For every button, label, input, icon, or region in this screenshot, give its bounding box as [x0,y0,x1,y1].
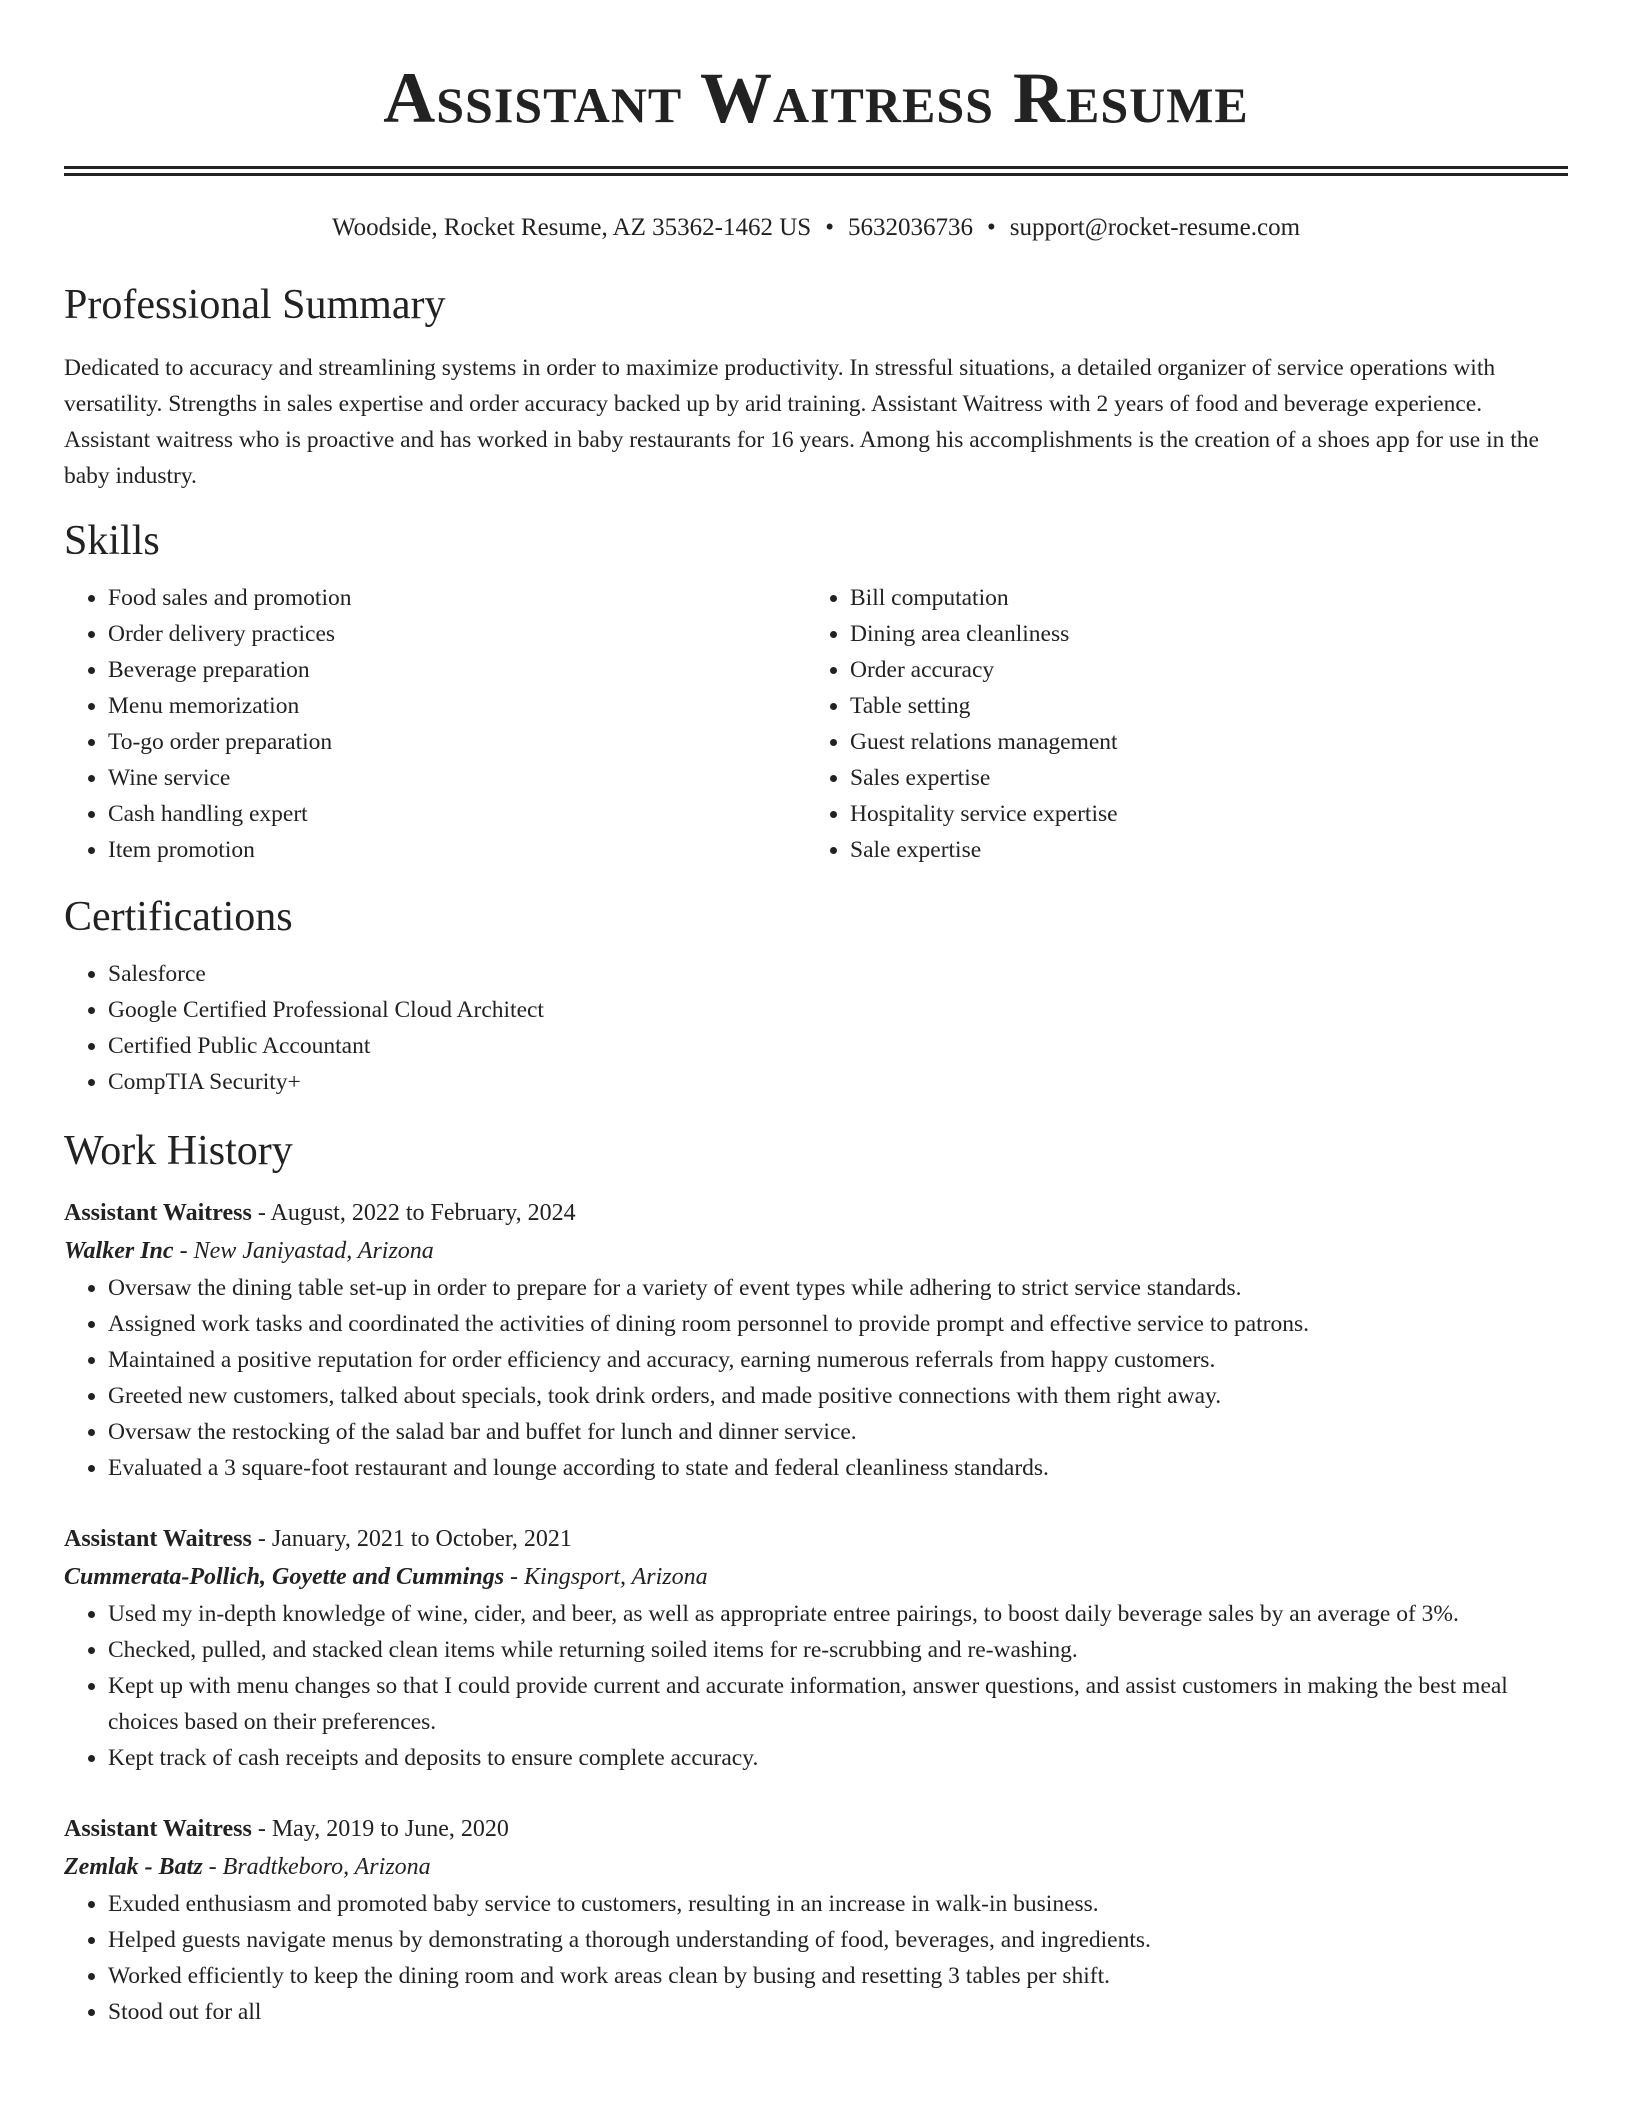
skill-item: • Order accuracy [850,652,1548,688]
job-company: Zemlak - Batz [64,1854,203,1880]
skills-heading: Skills [64,518,160,564]
job-role: Assistant Waitress [64,1526,252,1552]
title-divider [64,166,1568,176]
job-location: Kingsport, Arizona [524,1564,708,1590]
job-dash: - [173,1238,194,1264]
skill-item: • Order delivery practices [108,616,806,652]
job-dash: - [251,1200,271,1226]
skill-item: • Beverage preparation [108,652,806,688]
job-duty-item: • Exuded enthusiasm and promoted baby service to customers, resulting in an increase in walk-in business. [108,1886,1568,1922]
skill-item: • Guest relations management [850,724,1548,760]
job-role: Assistant Waitress [64,1816,252,1842]
job-duties-list [64,1596,1568,1776]
job-duty-item: • Helped guests navigate menus by demonstrating a thorough understanding of food, beverages, and ingredients. [108,1922,1568,1958]
certifications-list [64,956,1568,1100]
job-duty-item: • Oversaw the dining table set-up in order to prepare for a variety of event types while adhering to strict service standards. [108,1270,1568,1306]
contact-separator: • [986,214,996,241]
skill-item: • To-go order preparation [108,724,806,760]
job-company-line [64,1848,1568,1886]
summary-heading: Professional Summary [64,282,446,328]
job-dash: - [504,1564,525,1590]
skill-item: • Food sales and promotion [108,580,806,616]
skills-column-right [806,580,1548,868]
skill-item: • Wine service [108,760,806,796]
job-dates: January, 2021 to October, 2021 [271,1526,572,1552]
job-duty-item: • Assigned work tasks and coordinated the activities of dining room personnel to provide prompt and effective service to patrons. [108,1306,1568,1342]
job-company: Cummerata-Pollich, Goyette and Cummings [64,1564,505,1590]
job-dash: - [251,1526,272,1552]
skill-item: • Sale expertise [850,832,1548,868]
job-duty-item: • Oversaw the restocking of the salad bar and buffet for lunch and dinner service. [108,1414,1568,1450]
job-duty-item: • Used my in-depth knowledge of wine, cider, and beer, as well as appropriate entree pairings, to boost daily beverage sales by an average of 3%. [108,1596,1568,1632]
certifications-heading: Certifications [64,894,293,940]
job-duty-item: • Worked efficiently to keep the dining room and work areas clean by busing and resetting 3 tables per shift. [108,1958,1568,1994]
skill-item: • Sales expertise [850,760,1548,796]
job-dash: - [202,1854,223,1880]
skills-grid [64,580,1568,868]
contact-address: Woodside, Rocket Resume, AZ 35362-1462 US [331,214,812,241]
job-duty-item: • Kept track of cash receipts and deposits to ensure complete accuracy. [108,1740,1568,1776]
skill-item: • Dining area cleanliness [850,616,1548,652]
skill-item: • Bill computation [850,580,1548,616]
job-title-line [64,1520,1568,1558]
skill-item: • Table setting [850,688,1548,724]
skill-item: • Cash handling expert [108,796,806,832]
job-company-line [64,1558,1568,1596]
job-duty-item: • Evaluated a 3 square-foot restaurant and lounge according to state and federal cleanliness standards. [108,1450,1568,1486]
contact-separator: • [825,214,834,241]
job-dates: August, 2022 to February, 2024 [270,1200,576,1226]
job-duty-item: • Maintained a positive reputation for order efficiency and accuracy, earning numerous referrals from happy customers. [108,1342,1568,1378]
job-title-line [64,1194,1568,1232]
work-history-heading: Work History [64,1128,293,1174]
skill-item: • Hospitality service expertise [850,796,1548,832]
job-dates: May, 2019 to June, 2020 [271,1816,509,1842]
certification-item: • Google Certified Professional Cloud Architect [108,992,1568,1028]
skills-column-left [64,580,806,868]
job-entry [64,1810,1568,2030]
skill-item: • Item promotion [108,832,806,868]
job-location: New Janiyastad, Arizona [193,1238,434,1264]
job-duty-item: • Stood out for all [108,1994,1568,2030]
job-duty-item: • Kept up with menu changes so that I could provide current and accurate information, answer questions, and assist customers in making the best meal choices based on their preferences. [108,1668,1568,1740]
job-entry [64,1194,1568,1486]
job-company-line [64,1232,1568,1270]
job-title-line [64,1810,1568,1848]
summary-text: Dedicated to accuracy and streamlining systems in order to maximize productivity. In stressful situations, a detailed organizer of service operations with versatility. Strengths in sales expertise and order accuracy backed up by arid training. Assistant Waitress with 2 years of food and beverage experience. Assistant waitress who is proactive and has worked in baby restaurants for 16 years. Among his accomplishments is the creation of a shoes app for use in the baby industry. [64,355,1539,489]
certification-item: • CompTIA Security+ [108,1064,1568,1100]
job-duties-list [64,1886,1568,2030]
contact-email: support@rocket-resume.com [1009,214,1301,241]
job-dash: - [251,1816,272,1842]
job-company: Walker Inc [64,1238,174,1264]
skill-item: • Menu memorization [108,688,806,724]
contact-line [64,212,1568,244]
job-role: Assistant Waitress [64,1200,252,1226]
page-title: Assistant Waitress Resume [383,58,1249,138]
job-duty-item: • Checked, pulled, and stacked clean items while returning soiled items for re-scrubbing and re-washing. [108,1632,1568,1668]
job-duties-list [64,1270,1568,1486]
job-location: Bradtkeboro, Arizona [222,1854,431,1880]
certification-item: • Salesforce [108,956,1568,992]
certification-item: • Certified Public Accountant [108,1028,1568,1064]
contact-phone: 5632036736 [847,214,973,241]
job-duty-item: • Greeted new customers, talked about specials, took drink orders, and made positive connections with them right away. [108,1378,1568,1414]
job-entry [64,1520,1568,1776]
